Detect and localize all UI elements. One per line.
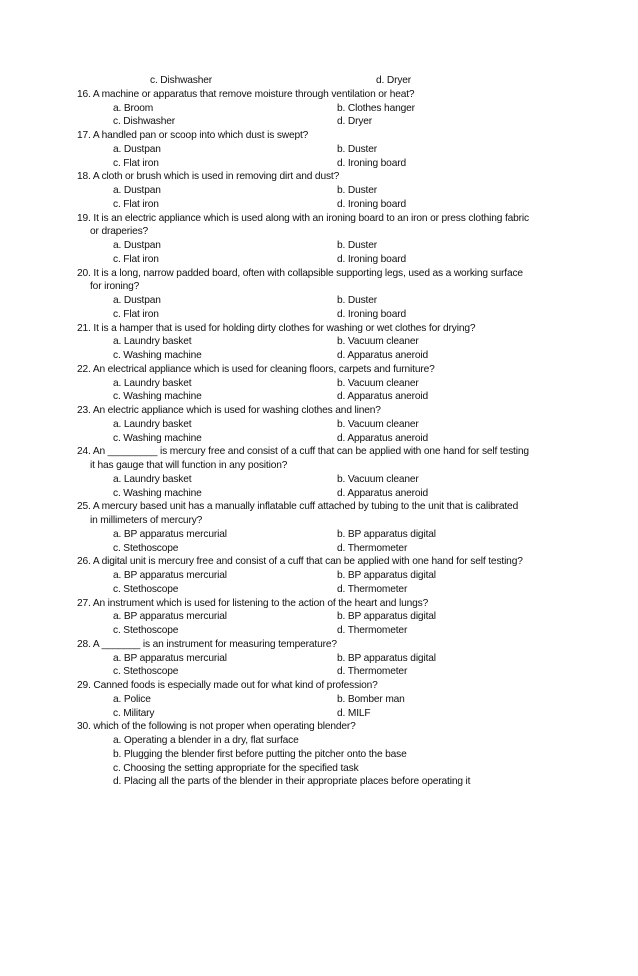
options-row [0, 335, 638, 349]
question-line [0, 322, 638, 336]
question-line [0, 225, 638, 239]
option-left: a. Dustpan [113, 143, 161, 155]
question-line [0, 404, 638, 418]
question-line [0, 720, 638, 734]
option-right: d. MILF [337, 707, 371, 719]
question-text: 17. A handled pan or scoop into which dust is swept? [77, 130, 309, 141]
option-item: c. Choosing the setting appropriate for the specified task [113, 762, 359, 774]
options-row [0, 184, 638, 198]
option-item: d. Placing all the parts of the blender in their appropriate places before operating it [113, 776, 471, 788]
options-row [0, 294, 638, 308]
option-right: b. BP apparatus digital [337, 611, 436, 623]
options-row [0, 707, 638, 721]
option-left: a. Laundry basket [113, 473, 192, 485]
options-row [0, 198, 638, 212]
options-row [0, 239, 638, 253]
options-row [0, 487, 638, 501]
option-right: d. Apparatus aneroid [337, 432, 429, 444]
option-left: a. BP apparatus mercurial [113, 528, 227, 540]
option-right: d. Thermometer [337, 542, 408, 554]
options-row [0, 542, 638, 556]
option-left: a. Laundry basket [113, 418, 192, 430]
question-text: 29. Canned foods is especially made out for what kind of profession? [77, 680, 378, 691]
question-text: 26. A digital unit is mercury free and consist of a cuff that can be applied with one hand for self testing? [77, 556, 523, 568]
option-left: c. Washing machine [113, 487, 202, 499]
options-row [0, 652, 638, 666]
options-row [0, 528, 638, 542]
options-row [0, 665, 638, 679]
question-line [0, 280, 638, 294]
question-text: 22. An electrical appliance which is used for cleaning floors, carpets and furniture? [77, 363, 435, 375]
option-right: d. Thermometer [337, 625, 408, 636]
option-right: b. Vacuum cleaner [337, 336, 419, 348]
options-row [0, 157, 638, 171]
option-right: d. Apparatus aneroid [337, 350, 429, 361]
options-row [0, 349, 638, 363]
option-right: b. BP apparatus digital [337, 652, 436, 664]
option-right: b. Bomber man [337, 693, 405, 705]
question-text: 21. It is a hamper that is used for holding dirty clothes for washing or wet clothes for drying? [77, 322, 476, 334]
option-left: a. Laundry basket [113, 377, 192, 389]
options-row [0, 432, 638, 446]
option-right: b. Duster [337, 143, 377, 155]
option-left: c. Stethoscope [113, 542, 179, 554]
option-left: c. Flat iron [113, 157, 159, 169]
option-left: a. BP apparatus mercurial [113, 611, 227, 623]
option-left: c. Military [113, 707, 155, 719]
option-right: b. Duster [337, 240, 377, 251]
question-line [0, 514, 638, 528]
question-line [0, 638, 638, 652]
question-text: 25. A mercury based unit has a manually inflatable cuff attached by tubing to the unit that is calibrated [77, 501, 519, 513]
option-right: b. Duster [337, 185, 377, 196]
option-left: a. BP apparatus mercurial [113, 652, 227, 664]
option-left: a. Laundry basket [113, 336, 192, 348]
option-left: a. Dustpan [113, 240, 161, 251]
option-right: d. Ironing board [337, 308, 406, 320]
option-row [0, 775, 638, 789]
question-line [0, 459, 638, 473]
option-right: d. Ironing board [337, 157, 406, 169]
options-row [0, 583, 638, 597]
question-line [0, 88, 638, 102]
question-text: 19. It is an electric appliance which is used along with an ironing board to an iron or press clothing fabric [77, 212, 529, 224]
question-text: 30. which of the following is not proper when operating blender? [77, 721, 356, 733]
option-row [0, 762, 638, 776]
option-left: c. Flat iron [113, 308, 159, 320]
option-left: c. Flat iron [113, 198, 159, 210]
continued-options-row [0, 74, 638, 88]
option-right: d. Thermometer [337, 666, 408, 678]
question-line [0, 363, 638, 377]
option-right: b. BP apparatus digital [337, 570, 436, 581]
options-row [0, 102, 638, 116]
options-row [0, 473, 638, 487]
question-text-continued: for ironing? [90, 281, 140, 293]
question-text-continued: it has gauge that will function in any position? [90, 460, 288, 471]
question-line [0, 212, 638, 226]
options-row [0, 377, 638, 391]
question-text: 23. An electric appliance which is used for washing clothes and linen? [77, 405, 381, 416]
option-left: c. Stethoscope [113, 625, 179, 636]
option-right: b. Duster [337, 295, 377, 306]
question-line [0, 445, 638, 459]
option-left: a. Broom [113, 102, 154, 114]
question-text: 24. An _________ is mercury free and consist of a cuff that can be applied with one hand for self testing [77, 446, 529, 458]
question-text-continued: in millimeters of mercury? [90, 515, 203, 526]
option-right: d. Ironing board [337, 198, 406, 210]
option-right: b. Clothes hanger [337, 102, 415, 114]
question-line [0, 170, 638, 184]
option-right: b. Vacuum cleaner [337, 377, 419, 389]
question-line [0, 597, 638, 611]
option-right: d. Dryer [337, 116, 373, 128]
options-row [0, 624, 638, 638]
option-left: a. Police [113, 693, 151, 705]
options-row [0, 253, 638, 267]
option-left: c. Washing machine [113, 432, 202, 444]
question-text-continued: or draperies? [90, 226, 149, 238]
option-right: b. Vacuum cleaner [337, 418, 419, 430]
option-right: d. Apparatus aneroid [337, 391, 429, 403]
question-line [0, 555, 638, 569]
option-right: d. Ironing board [337, 253, 406, 265]
option-c: c. Dishwasher [150, 75, 213, 86]
option-left: c. Flat iron [113, 253, 159, 265]
option-left: c. Stethoscope [113, 666, 179, 678]
question-line [0, 500, 638, 514]
option-left: a. BP apparatus mercurial [113, 570, 227, 581]
option-left: c. Dishwasher [113, 116, 176, 128]
options-row [0, 308, 638, 322]
option-left: a. Dustpan [113, 185, 161, 196]
option-right: d. Thermometer [337, 583, 408, 595]
question-text: 20. It is a long, narrow padded board, often with collapsible supporting legs, used as a working surface [77, 267, 523, 279]
option-right: d. Apparatus aneroid [337, 487, 429, 499]
options-row [0, 143, 638, 157]
option-left: c. Washing machine [113, 391, 202, 403]
options-row [0, 418, 638, 432]
question-text: 18. A cloth or brush which is used in removing dirt and dust? [77, 171, 340, 183]
option-row [0, 748, 638, 762]
question-text: 27. An instrument which is used for listening to the action of the heart and lungs? [77, 597, 429, 609]
option-left: c. Stethoscope [113, 583, 179, 595]
option-right: b. BP apparatus digital [337, 528, 436, 540]
question-line [0, 679, 638, 693]
question-line [0, 129, 638, 143]
options-row [0, 115, 638, 129]
options-row [0, 390, 638, 404]
options-row [0, 610, 638, 624]
question-text: 28. A _______ is an instrument for measuring temperature? [77, 638, 337, 650]
option-row [0, 734, 638, 748]
option-item: a. Operating a blender in a dry, flat surface [113, 735, 299, 746]
options-row [0, 693, 638, 707]
option-left: c. Washing machine [113, 350, 202, 361]
option-d: d. Dryer [376, 75, 412, 86]
question-line [0, 267, 638, 281]
option-left: a. Dustpan [113, 295, 161, 306]
options-row [0, 569, 638, 583]
option-item: b. Plugging the blender first before putting the pitcher onto the base [113, 748, 407, 760]
question-text: 16. A machine or apparatus that remove moisture through ventilation or heat? [77, 88, 415, 100]
option-right: b. Vacuum cleaner [337, 473, 419, 485]
